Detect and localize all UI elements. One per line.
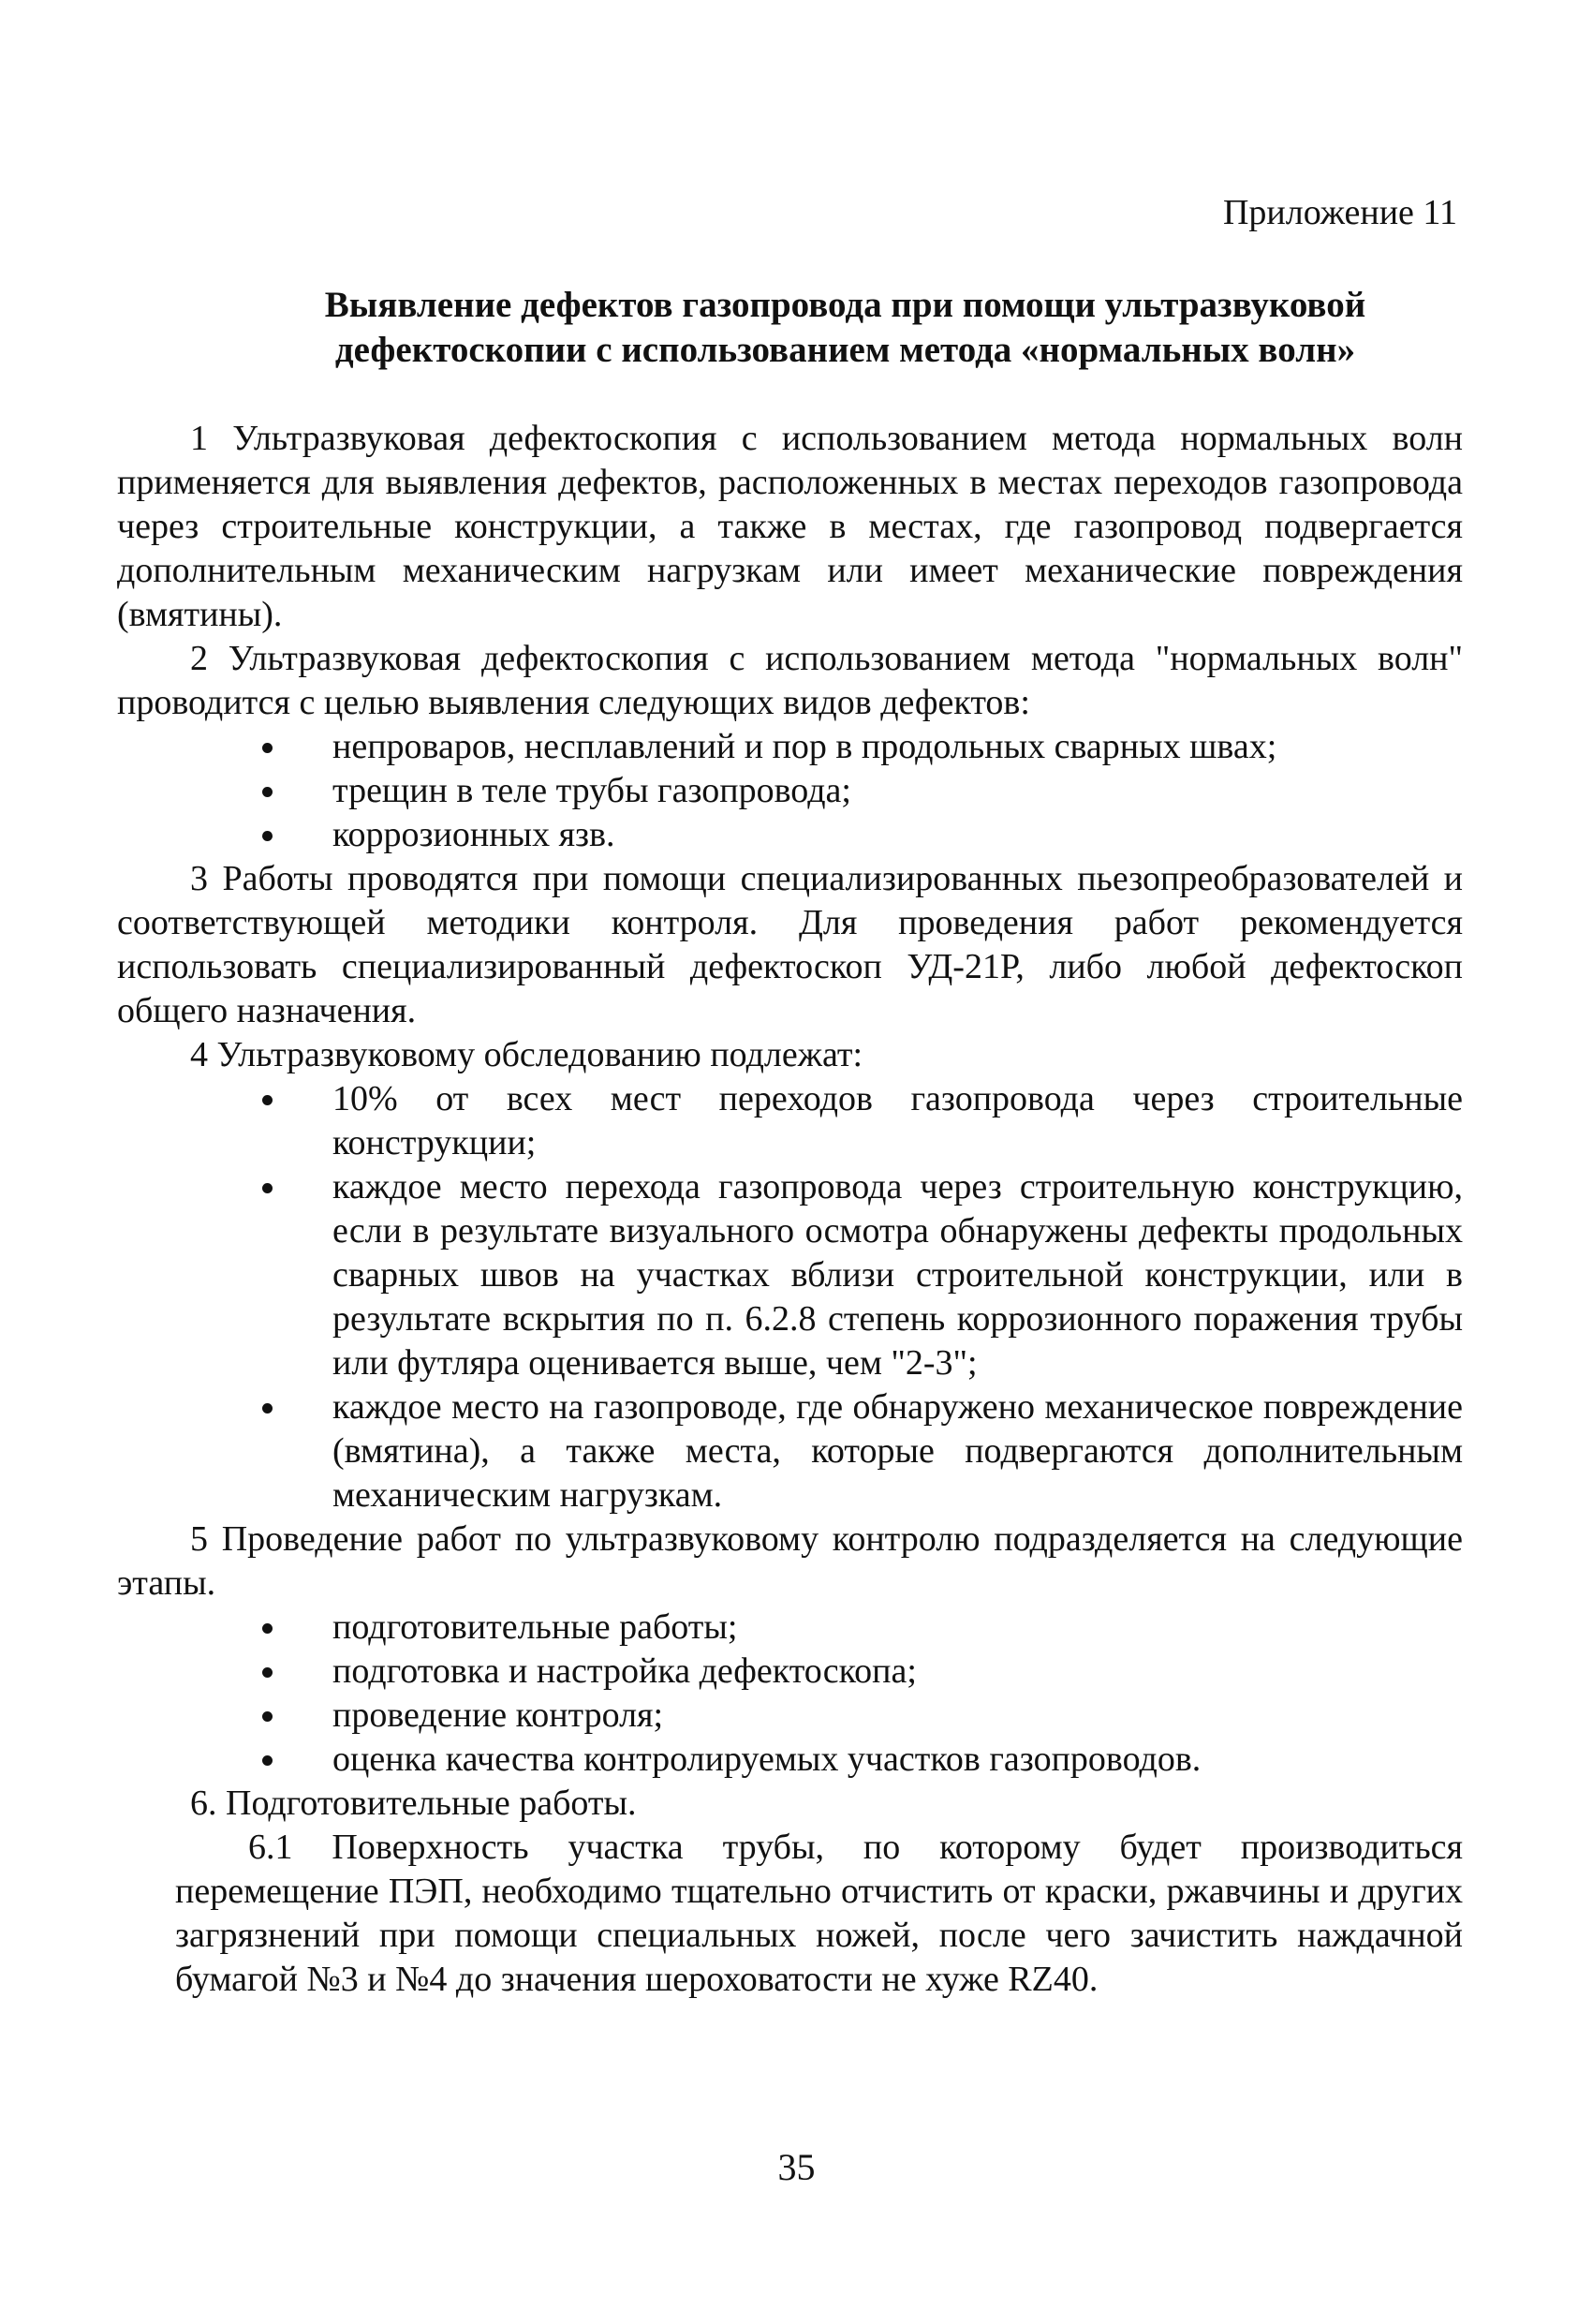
list-item: подготовительные работы; xyxy=(262,1606,1463,1650)
paragraph-2: 2 Ультразвуковая дефектоскопия с использованием метода "нормальных волн" проводится с целью выявления следующих видов дефектов: xyxy=(117,639,1463,722)
defect-types-list xyxy=(117,725,1463,857)
bullet-icon xyxy=(262,1667,273,1678)
page-number: 35 xyxy=(777,2146,816,2188)
document-body xyxy=(117,417,1463,2002)
bullet-icon xyxy=(262,787,273,797)
paragraph-3: 3 Работы проводятся при помощи специализированных пьезопреобразователей и соответствующей методики контроля. Для проведения работ рекомендуется использовать специализированный дефектоскоп УД-21Р, либо любой дефектоскоп общего назначения. xyxy=(117,859,1463,1030)
list-item: подготовка и настройка дефектоскопа; xyxy=(262,1650,1463,1694)
list-item: оценка качества контролируемых участков газопроводов. xyxy=(262,1738,1463,1782)
bullet-icon xyxy=(262,1755,273,1766)
section-heading-6: 6. Подготовительные работы. xyxy=(190,1784,637,1823)
document-title xyxy=(234,283,1456,373)
paragraph-6-1: 6.1 Поверхность участка трубы, по которому будет производиться перемещение ПЭП, необходимо тщательно отчистить от краски, ржавчины и других загрязнений при помощи специальных ножей, после чего зачистить наждачной бумагой №3 и №4 до значения шероховатости не хуже RZ40. xyxy=(175,1828,1463,1999)
bullet-icon xyxy=(262,1711,273,1722)
list-item: коррозионных язв. xyxy=(262,813,1463,857)
list-item: 10% от всех мест переходов газопровода через строительные конструкции; xyxy=(262,1077,1463,1165)
bullet-icon xyxy=(262,1183,273,1193)
title-line-2: дефектоскопии с использованием метода «нормальных волн» xyxy=(334,330,1356,370)
list-item: каждое место перехода газопровода через строительную конструкцию, если в результате визуального осмотра обнаружены дефекты продольных сварных швов на участках вблизи строительной конструкции, или в результате вскрытия по п. 6.2.8 степень коррозионного поражения трубы или футляра оценивается выше, чем "2-3"; xyxy=(262,1165,1463,1385)
list-item: каждое место на газопроводе, где обнаружено механическое повреждение (вмятина), а также места, которые подвергаются дополнительным механическим нагрузкам. xyxy=(262,1385,1463,1517)
paragraph-4: 4 Ультразвуковому обследованию подлежат: xyxy=(190,1035,863,1074)
inspection-scope-list xyxy=(117,1077,1463,1517)
bullet-icon xyxy=(262,831,273,841)
bullet-icon xyxy=(262,743,273,753)
list-item: трещин в теле трубы газопровода; xyxy=(262,769,1463,813)
title-line-1: Выявление дефектов газопровода при помощи ультразвуковой xyxy=(324,285,1366,325)
list-item: непроваров, несплавлений и пор в продольных сварных швах; xyxy=(262,725,1463,769)
bullet-icon xyxy=(262,1623,273,1634)
bullet-icon xyxy=(262,1095,273,1105)
paragraph-5: 5 Проведение работ по ультразвуковому контролю подразделяется на следующие этапы. xyxy=(117,1519,1463,1603)
bullet-icon xyxy=(262,1403,273,1414)
appendix-label: Приложение 11 xyxy=(1222,193,1457,232)
list-item: проведение контроля; xyxy=(262,1694,1463,1738)
work-stages-list xyxy=(117,1606,1463,1782)
paragraph-1: 1 Ультразвуковая дефектоскопия с использованием метода нормальных волн применяется для выявления дефектов, расположенных в местах переходов газопровода через строительные конструкции, а также в местах, где газопровод подвергается дополнительным механическим нагрузкам или имеет механические повреждения (вмятины). xyxy=(117,419,1463,634)
